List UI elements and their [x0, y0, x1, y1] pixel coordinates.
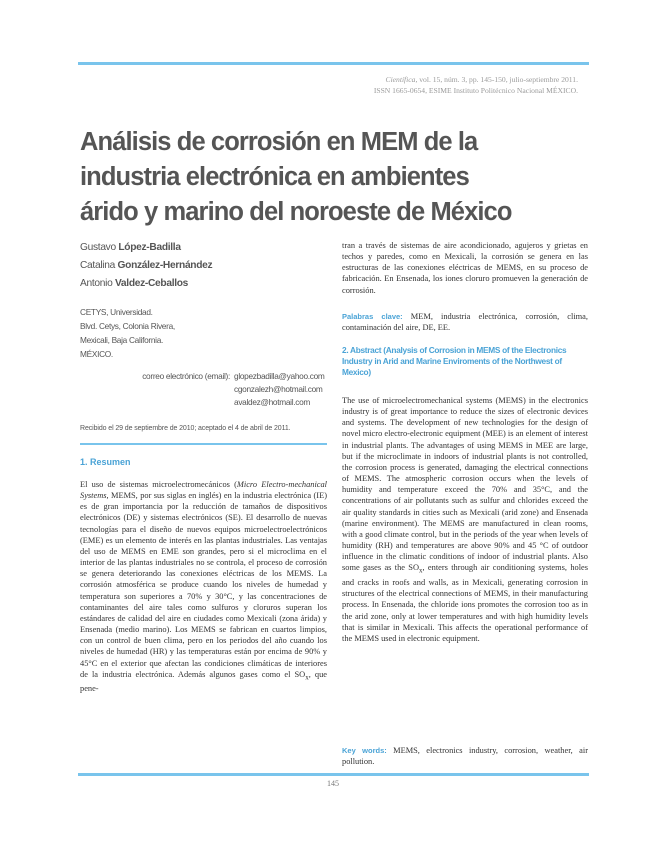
resumen-body: El uso de sistemas microelectromecánicos (Micro Electro-mechanical Systems, MEMS, por sus siglas en inglés) en la industria electrónica (IE) es de gran importancia por la reducción de tamaños de dispositivos electrónicos (DE) y sistemas electrónicos (SE). El desarrollo de nuevas tecnologías para el diseño de nuevos equipos microelectroelectrónicos (EME) es un elemento de interés en las plantas industriales. Las ventajas del uso de MEMS en EME son grandes, pero si el microclima en el interior de las plantas industriales no se controla, el proceso de corrosión se genera deteriorando las conexiones eléctricas de los MEMS. La corrosión atmosférica se produce cuando los niveles de humedad y temperatura son superiores a 70% y 30°C, y las concentraciones de contaminantes del aire tales como sulfuros y cloruros superan los estándares de calidad del aire en ciudades como Mexicali (zona árida) y Ensenada (medio marino). Los MEMS se fabrican en cuartos limpios, con un control de buen clima, pero en los periodos del año cuando los niveles de humedad (HR) y las temperaturas están por encima de 90% y 45°C en el exterior que afectan las condiciones climáticas de interiores de la industria electrónica. Además algunos gases como el $SO_x$, que pene- — [80, 480, 328, 694]
email-address: avaldez@hotmail.com — [234, 397, 311, 407]
resumen-continuation: tran a través de sistemas de aire acondicionado, agujeros y grietas en techos y paredes, como en Mexicali, la corrosión se genera en las estructuras de las conexiones eléctricas de MEMS, en su proceso de fabricación. En Ensenada, los iones cloruro promueven la generación de corrosión. — [342, 241, 588, 295]
palabras-clave: Palabras clave: MEM, industria electrónica, corrosión, clima, contaminación del aire, DE, EE. — [342, 312, 588, 333]
author-list — [80, 239, 340, 293]
abstract-heading: 2. Abstract (Analysis of Corrosion in MEMS of the Electronics Industry in Arid and Marine Enviroments of the Northwest of Mexico) — [342, 345, 567, 377]
email-address: cgonzalezh@hotmail.com — [234, 384, 323, 394]
title-line: industria electrónica en ambientes — [80, 163, 469, 191]
page-number: 145 — [327, 779, 339, 788]
affiliation: CETYS, Universidad. Blvd. Cetys, Colonia Rivera, Mexicali, Baja California. MÉXICO. — [80, 307, 175, 359]
email-label: correo electrónico (email): — [142, 371, 230, 381]
key-words: Key words: MEMS, electronics industry, corrosion, weather, air pollution. — [342, 746, 588, 767]
email-block — [80, 370, 326, 409]
journal-citation-line1: Científica, vol. 15, núm. 3, pp. 145-150, julio-septiembre 2011. — [385, 75, 578, 84]
journal-citation-line2: ISSN 1665-0654, ESIME Instituto Politécnico Nacional MÉXICO. — [373, 86, 578, 95]
title-line: Análisis de corrosión en MEM de la — [80, 128, 478, 156]
email-address: glopezbadilla@yahoo.com — [234, 371, 325, 381]
title-line: árido y marino del noroeste de México — [80, 198, 512, 226]
journal-citation — [258, 74, 578, 96]
header-rule — [78, 62, 589, 65]
author: Gustavo López-Badilla — [80, 242, 181, 253]
received-date: Recibido el 29 de septiembre de 2010; aceptado el 4 de abril de 2011. — [80, 425, 291, 432]
author: Antonio Valdez-Ceballos — [80, 278, 189, 289]
abstract-body: The use of microelectromechanical systems (MEMS) in the electronics industry is of great importance to reduce the sizes of electronic devices and systems. The development of new technologies for the design of novel micro electro-electronic equipment (MEE) is an element of interest in industrial plants. The advantages of using MEMS in MEE are large, but if the microclimate in indoors of industrial plants is not controlled, the corrosion process is generated, damaging the electrical connections of MEMS. The atmospheric corrosion occurs when the levels of humidity and temperature exceed the 70% and 35°C, and the concentrations of air pollutants such as sulfur and chlorides exceed the air quality standards in cities such as Mexicali (arid zone) and Ensenada (marine environment). The MEMS are manufactured in clean rooms, with a good climate control, but in the periods of the year when levels of humidity (RH) and temperatures are above 90% and 45 °C of outdoor influence in the climatic conditions of indoor of industrial plants. Also some gases as the $SO_x$, enters through air conditioning systems, holes and cracks in roofs and walls, as in Mexicali, generating corrosion in structures of the electrical connections of MEMS, in their manufacturing process. In Ensenada, the chloride ions promotes the corrosion too as in the arid zone, only at lower temperatures and with high humidity levels that is similar in Mexicali. This affects the operational performance of the MEMS used in electronic equipment. — [342, 396, 588, 643]
author: Catalina González-Hernández — [80, 260, 213, 271]
section-rule — [80, 443, 327, 445]
article-title — [80, 125, 550, 230]
footer-rule — [78, 773, 589, 776]
resumen-heading: 1. Resumen — [80, 457, 131, 467]
